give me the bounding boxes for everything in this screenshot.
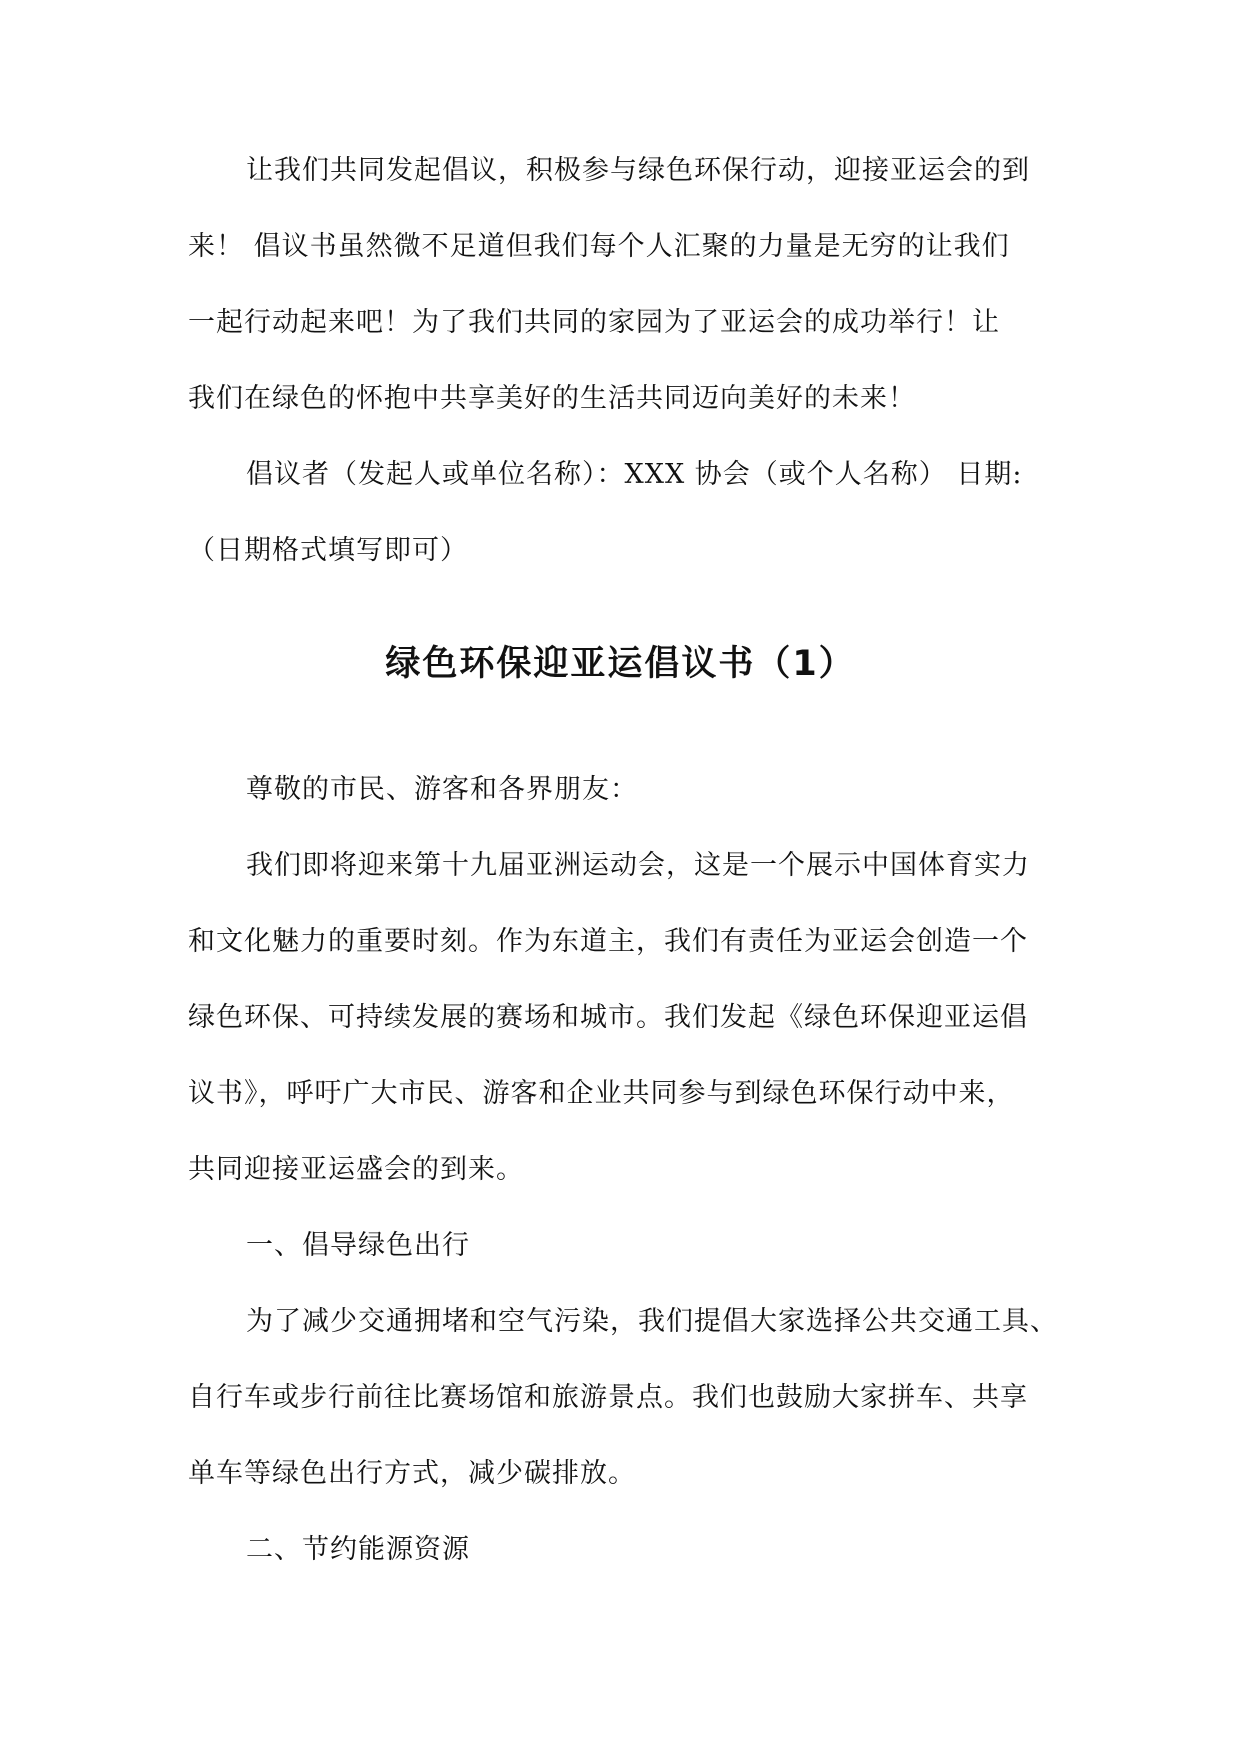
intro-line-2: 和文化魅力的重要时刻。作为东道主，我们有责任为亚运会创造一个 [188, 926, 1028, 957]
closing-line-1: 让我们共同发起倡议，积极参与绿色环保行动，迎接亚运会的到 [246, 155, 1030, 186]
closing-line-2: 来！ 倡议书虽然微不足道但我们每个人汇聚的力量是无穷的让我们 [188, 231, 1010, 262]
signature-line: 倡议者（发起人或单位名称）：XXX 协会（或个人名称） 日期: [246, 459, 1023, 490]
intro-line-1: 我们即将迎来第十九届亚洲运动会，这是一个展示中国体育实力 [246, 850, 1030, 881]
intro-line-5: 共同迎接亚运盛会的到来。 [188, 1154, 524, 1185]
intro-line-4: 议书》，呼吁广大市民、游客和企业共同参与到绿色环保行动中来， [188, 1078, 1015, 1109]
intro-line-3: 绿色环保、可持续发展的赛场和城市。我们发起《绿色环保迎亚运倡 [188, 1002, 1028, 1033]
salutation: 尊敬的市民、游客和各界朋友： [246, 774, 638, 805]
section1-line-3: 单车等绿色出行方式，减少碳排放。 [188, 1458, 636, 1489]
section2-heading: 二、节约能源资源 [246, 1534, 470, 1565]
section1-line-1: 为了减少交通拥堵和空气污染，我们提倡大家选择公共交通工具、 [246, 1306, 1058, 1337]
section1-line-2: 自行车或步行前往比赛场馆和旅游景点。我们也鼓励大家拼车、共享 [188, 1382, 1028, 1413]
closing-line-3: 一起行动起来吧！为了我们共同的家园为了亚运会的成功举行！让 [188, 307, 1000, 338]
document-title: 绿色环保迎亚运倡议书（1） [385, 644, 856, 684]
closing-line-4: 我们在绿色的怀抱中共享美好的生活共同迈向美好的未来！ [188, 383, 916, 414]
date-line: （日期格式填写即可） [188, 535, 468, 566]
section1-heading: 一、倡导绿色出行 [246, 1230, 470, 1261]
